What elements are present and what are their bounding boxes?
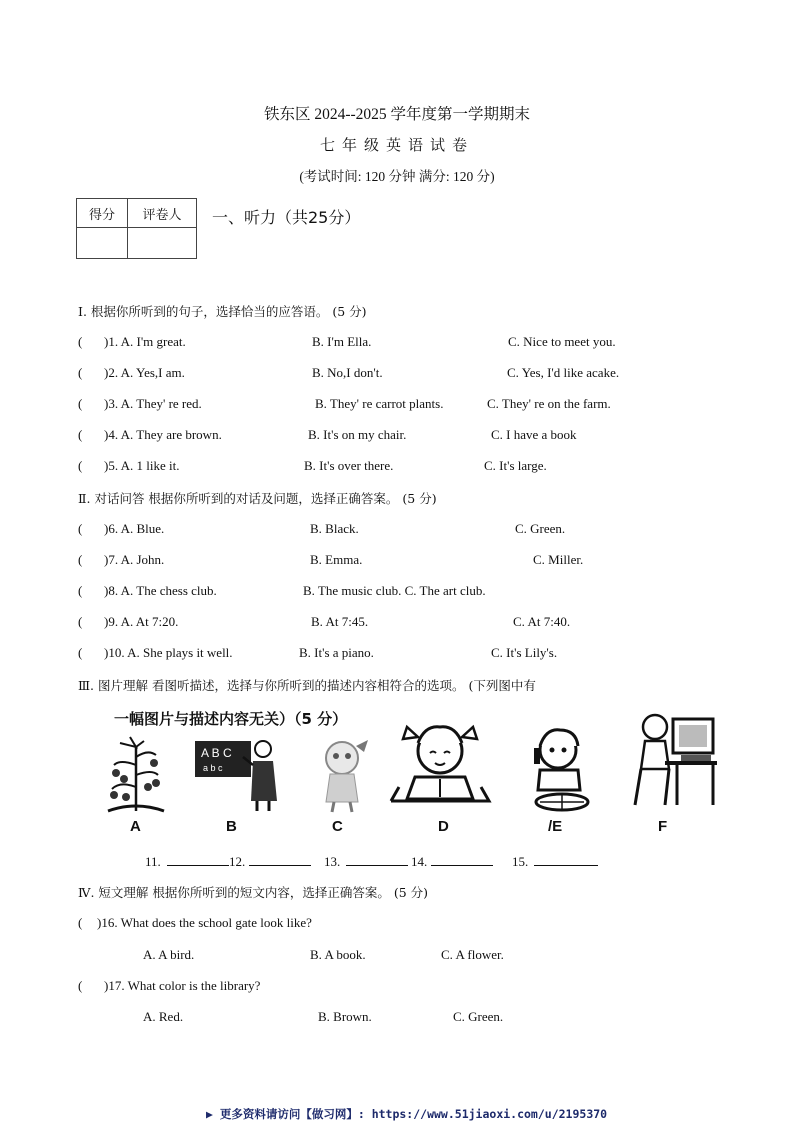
option-b: B. At 7:45. [311,614,369,629]
option-c: C. They' re on the farm. [487,396,611,411]
blank-14[interactable]: 14. [411,853,493,870]
part1-instruction: Ⅰ. 根据你所听到的句子，选择恰当的应答语。 (5 分) [78,304,367,319]
blank-12[interactable]: 12. [229,853,311,870]
section-title: 一、听力（共25分） [212,208,361,227]
option-c: C. Green. [453,1009,504,1024]
girl-reading-picture [385,717,495,813]
option-b: B. It's a piano. [299,645,374,660]
answer-paren[interactable]: ( [78,521,83,536]
question-text: )16. What does the school gate look like? [97,915,312,930]
cartoon-character-picture [312,738,374,814]
picture-label-a: A [130,818,141,835]
answer-paren[interactable]: ( [78,334,83,349]
option-a: )8. A. The chess club. [104,583,217,598]
option-a: )2. A. Yes,I am. [104,365,185,380]
score-cell [77,228,128,259]
blank-15[interactable]: 15. [512,853,598,870]
exam-info: (考试时间: 120 分钟 满分: 120 分) [299,169,495,184]
option-c: C. At 7:40. [513,614,571,629]
picture-label-c: C [332,818,343,835]
exam-subtitle: 七年级英语试卷 [319,138,474,154]
picture-label-d: D [438,818,449,835]
option-b: B. Emma. [310,552,363,567]
blank-11[interactable]: 11. [145,853,229,870]
teacher-blackboard-picture [193,735,279,813]
computer-user-picture [625,709,721,809]
svg-text:A B C: A B C [201,746,232,760]
option-c: C. A flower. [441,947,504,962]
score-label: 得分 [77,199,128,228]
blank-13[interactable]: 13. [324,853,408,870]
option-a: )9. A. At 7:20. [104,614,179,629]
option-a: )1. A. I'm great. [104,334,186,349]
grader-cell [128,228,197,259]
option-a: )10. A. She plays it well. [104,645,233,660]
part3-banner: 一幅图片与描述内容无关）（5 分） [114,710,348,728]
picture-label-e: /E [548,818,563,835]
score-table [76,198,197,259]
option-c: C. Miller. [533,552,584,567]
option-a: )7. A. John. [104,552,165,567]
footer-link[interactable]: ▶ 更多资料请访问【做习网】: https://www.51jiaoxi.com/u/2195370 [206,1107,608,1121]
answer-paren[interactable]: ( [78,365,83,380]
option-b: B. It's on my chair. [308,427,407,442]
option-a: A. Red. [143,1009,184,1024]
option-c: C. It's Lily's. [491,645,558,660]
part3-instruction: Ⅲ. 图片理解 看图听描述，选择与你所听到的描述内容相符合的选项。 (下列图中有 [78,678,536,693]
picture-label-b: B [226,818,237,835]
answer-paren[interactable]: ( [78,396,83,411]
option-c: C. Nice to meet you. [508,334,616,349]
option-a: A. A bird. [143,947,195,962]
plant-picture [100,735,172,813]
option-a: )4. A. They are brown. [104,427,222,442]
option-b: B. A book. [310,947,366,962]
part2-instruction: Ⅱ. 对话问答 根据你所听到的对话及问题，选择正确答案。 (5 分) [78,491,437,506]
option-b: B. Black. [310,521,359,536]
option-b: B. The music club. C. The art club. [303,583,486,598]
answer-paren[interactable]: ( [78,645,83,660]
option-c: C. It's large. [484,458,547,473]
option-a: )6. A. Blue. [104,521,165,536]
answer-paren[interactable]: ( [78,583,83,598]
exam-title: 铁东区 2024--2025 学年度第一学期期末 [263,106,531,123]
option-c: C. Green. [515,521,566,536]
option-b: B. Brown. [318,1009,372,1024]
option-c: C. I have a book [491,427,577,442]
grader-label: 评卷人 [128,199,197,228]
answer-paren[interactable]: ( [78,458,83,473]
boy-phone-picture [520,724,600,814]
answer-paren[interactable]: ( [78,915,83,930]
picture-label-f: F [658,818,668,835]
answer-paren[interactable]: ( [78,427,83,442]
answer-paren[interactable]: ( [78,978,83,993]
option-c: C. Yes, I'd like acake. [507,365,620,380]
option-a: )5. A. 1 like it. [104,458,180,473]
option-b: B. It's over there. [304,458,394,473]
answer-paren[interactable]: ( [78,552,83,567]
option-b: B. They' re carrot plants. [315,396,444,411]
question-text: )17. What color is the library? [104,978,261,993]
svg-text:a b c: a b c [203,763,223,773]
option-b: B. No,I don't. [312,365,383,380]
option-b: B. I'm Ella. [312,334,372,349]
answer-paren[interactable]: ( [78,614,83,629]
part4-instruction: Ⅳ. 短文理解 根据你所听到的短文内容，选择正确答案。 (5 分) [78,885,429,900]
option-a: )3. A. They' re red. [104,396,202,411]
